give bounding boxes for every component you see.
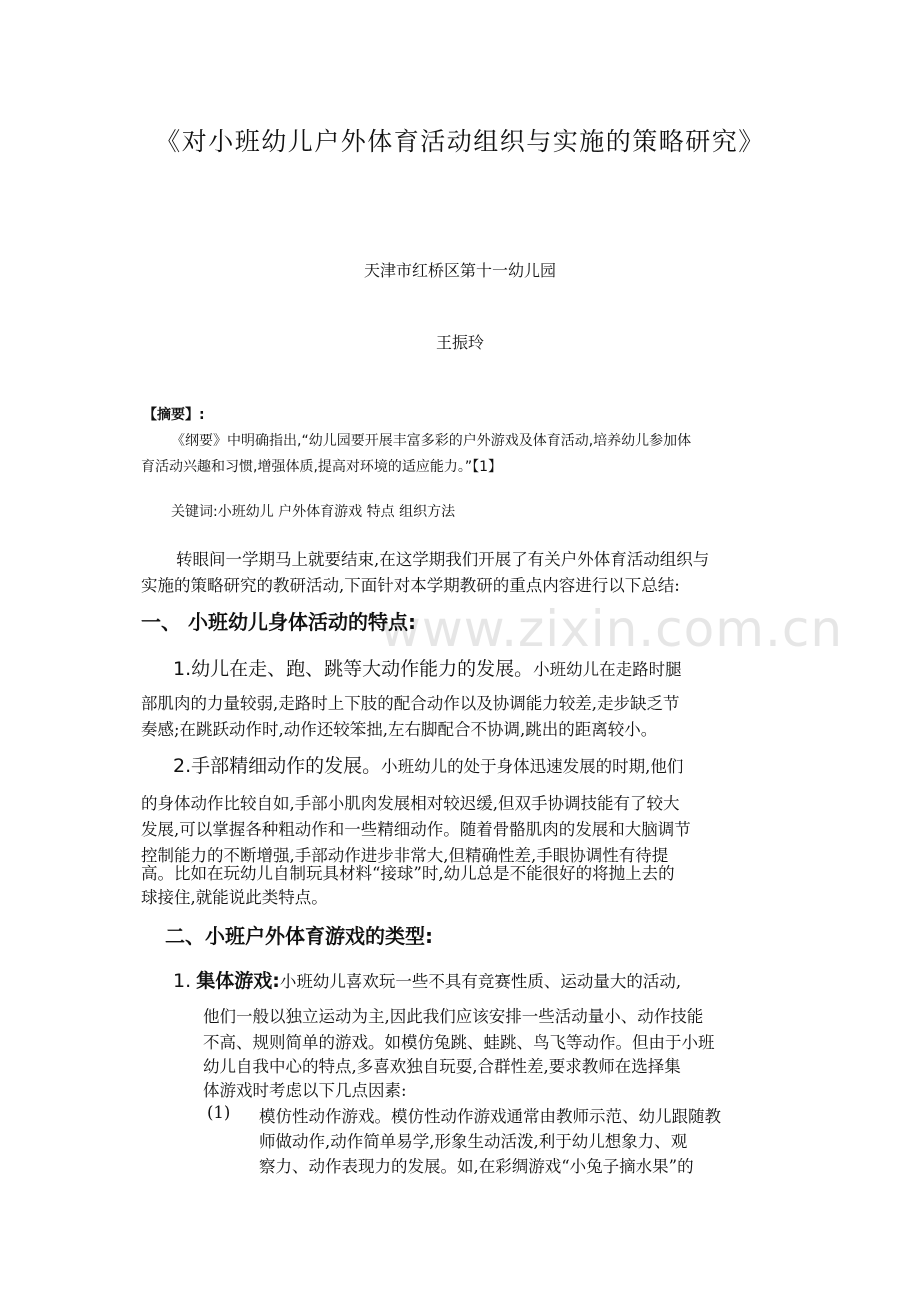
paragraph-line: 的身体动作比较自如,手部小肌肉发展相对较迟缓,但双手协调技能有了较大	[141, 794, 680, 813]
paragraph-text: 小班幼儿的处于身体迅速发展的时期,他们	[381, 757, 684, 776]
paragraph-line: 他们一般以独立运动为主,因此我们应该安排一些活动量小、动作技能	[203, 1007, 704, 1026]
paragraph-line: 不高、规则简单的游戏。如模仿兔跳、蛙跳、鸟飞等动作。但由于小班	[203, 1033, 715, 1052]
item-heading: 集体游戏:	[196, 970, 280, 992]
paragraph-line: 球接住,就能说此类特点。	[141, 888, 328, 907]
sub-item-number: (1)	[207, 1103, 231, 1122]
paragraph-line: 控制能力的不断增强,手部动作进步非常大,但精确性差,手眼协调性有待提	[141, 846, 669, 865]
paragraph-first-line	[173, 751, 683, 778]
item-heading: 1.幼儿在走、跑、跳等大动作能力的发展。	[173, 658, 534, 680]
paragraph-line: 高。比如在玩幼儿自制玩具材料“接球”时,幼儿总是不能很好的将抛上去的	[141, 864, 675, 883]
paragraph-line: 察力、动作表现力的发展。如,在彩绸游戏“小兔子摘水果”的	[259, 1157, 694, 1176]
paragraph-text: 小班幼儿在走路时腿	[533, 660, 682, 679]
abstract-line: 《纲要》中明确指出,“幼儿园要开展丰富多彩的户外游戏及体育活动,培养幼儿参加体	[171, 433, 692, 449]
paragraph-line: 师做动作,动作简单易学,形象生动活泼,利于幼儿想象力、观	[259, 1132, 688, 1151]
abstract-label: 【摘要】:	[143, 407, 205, 423]
paragraph-line: 奏感;在跳跃动作时,动作还较笨拙,左右脚配合不协调,跳出的距离较小。	[141, 720, 658, 739]
organization: 天津市红桥区第十一幼儿园	[363, 261, 556, 280]
paragraph-line: 模仿性动作游戏。模仿性动作游戏通常由教师示范、幼儿跟随教	[259, 1107, 721, 1126]
author: 王振玲	[435, 333, 484, 352]
document-title: 《对小班幼儿户外体育活动组织与实施的策略研究》	[155, 127, 765, 156]
intro-line: 转眼间一学期马上就要结束,在这学期我们开展了有关户外体育活动组织与	[176, 550, 710, 569]
abstract-line: 育活动兴趣和习惯,增强体质,提高对环境的适应能力。”【1】	[141, 459, 503, 475]
paragraph-first-line	[173, 966, 681, 993]
section-heading: 一、 小班幼儿身体活动的特点:	[141, 610, 416, 634]
intro-line: 实施的策略研究的教研活动,下面针对本学期教研的重点内容进行以下总结:	[141, 576, 680, 595]
keywords: 关键词:小班幼儿 户外体育游戏 特点 组织方法	[171, 504, 456, 520]
paragraph-text: 小班幼儿喜欢玩一些不具有竞赛性质、运动量大的活动,	[279, 972, 682, 991]
paragraph-first-line	[173, 654, 682, 681]
paragraph-line: 幼儿自我中心的特点,多喜欢独自玩耍,合群性差,要求教师在选择集	[203, 1057, 681, 1076]
section-heading: 二、小班户外体育游戏的类型:	[165, 924, 433, 948]
watermark: www.zixin.com.cn	[380, 600, 844, 658]
paragraph-line: 发展,可以掌握各种粗动作和一些精细动作。随着骨骼肌肉的发展和大脑调节	[141, 820, 691, 839]
item-heading: 2.手部精细动作的发展。	[173, 755, 382, 777]
paragraph-line: 部肌肉的力量较弱,走路时上下肢的配合动作以及协调能力较差,走步缺乏节	[141, 694, 680, 713]
paragraph-line: 体游戏时考虑以下几点因素:	[203, 1081, 407, 1100]
item-number: 1.	[173, 970, 192, 992]
